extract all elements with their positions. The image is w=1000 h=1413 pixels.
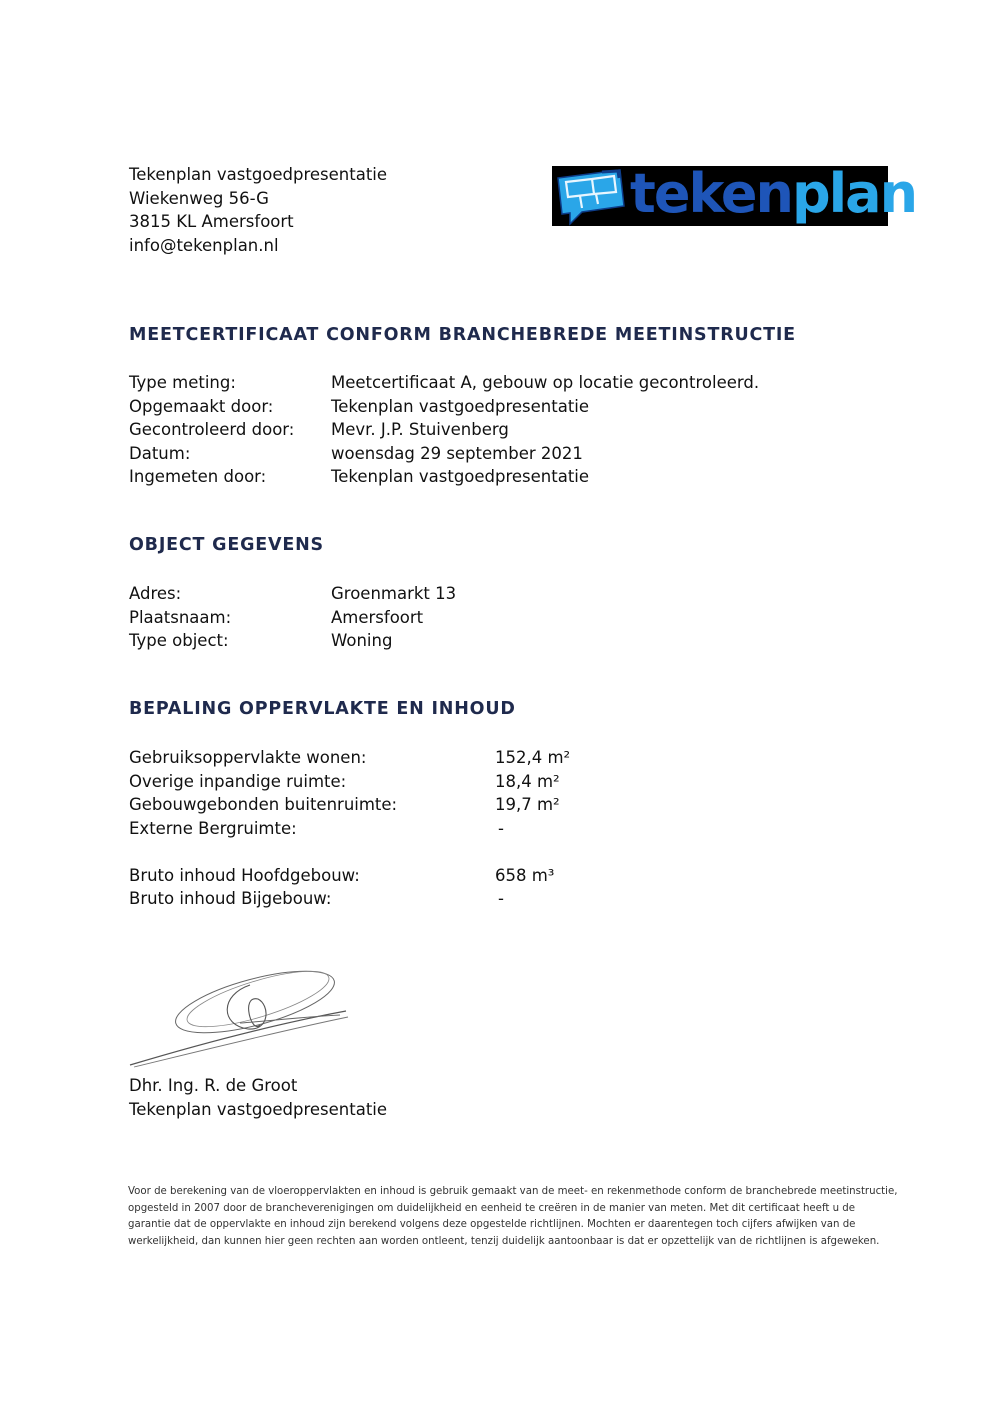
signer-name: Dhr. Ing. R. de Groot [129, 1076, 298, 1095]
meta-row: Ingemeten door: Tekenplan vastgoedpresentatie [129, 467, 590, 486]
volume-row: Bruto inhoud Bijgebouw: - [129, 889, 504, 908]
company-address [129, 163, 387, 257]
disclaimer-text: Voor de berekening van de vloeroppervlakten en inhoud is gebruik gemaakt van de meet- en rekenmethode conform de branchebrede meetinstructie, opgesteld in 2007 door de brancheverenigingen om duidelijkheid en eenheid te creëren in de manier van meten. Met dit certificaat heeft u de garantie dat de oppervlakte en inhoud zijn berekend volgens deze opgestelde richtlijnen. Mochten er daarentegen toch cijfers afwijken van de werkelijkheid, dan kunnen hier geen rechten aan worden ontleent, tenzij duidelijk aantoonbaar is dat er opzettelijk van de richtlijnen is afgeweken. [128, 1186, 898, 1248]
object-row: Plaatsnaam: Amersfoort [129, 607, 424, 627]
area-row: Overige inpandige ruimte: 18,4 m² [129, 771, 560, 791]
meta-row: Datum: woensdag 29 september 2021 [129, 443, 583, 463]
object-heading: OBJECT GEGEVENS [129, 535, 324, 555]
area-heading: BEPALING OPPERVLAKTE EN INHOUD [129, 699, 516, 719]
signer-block [129, 1074, 387, 1121]
company-email: info@tekenplan.nl [129, 235, 279, 255]
company-city: 3815 KL Amersfoort [129, 212, 294, 231]
signer-company: Tekenplan vastgoedpresentatie [129, 1099, 388, 1119]
meta-row: Type meting: Meetcertificaat A, gebouw op locatie gecontroleerd. [129, 373, 760, 392]
object-row: Type object: Woning [129, 631, 393, 650]
volume-row: Bruto inhoud Hoofdgebouw: 658 m³ [129, 865, 555, 885]
tekenplan-logo [552, 162, 917, 226]
meta-row: Gecontroleerd door: Mevr. J.P. Stuivenberg [129, 420, 509, 439]
object-row: Adres: Groenmarkt 13 [129, 584, 457, 603]
meta-list [129, 371, 759, 489]
area-row: Gebouwgebonden buitenruimte: 19,7 m² [129, 795, 560, 814]
logo-wordmark: tekenplan [630, 162, 917, 225]
floorplan-bubble-icon [552, 166, 632, 226]
certificate-title: MEETCERTIFICAAT CONFORM BRANCHEBREDE MEETINSTRUCTIE [129, 325, 796, 345]
meta-row: Opgemaakt door: Tekenplan vastgoedpresentatie [129, 396, 590, 416]
signature [120, 965, 360, 1075]
company-street: Wiekenweg 56-G [129, 188, 269, 208]
area-list [129, 746, 570, 911]
area-row: Externe Bergruimte: - [129, 818, 504, 838]
area-row: Gebruiksoppervlakte wonen: 152,4 m² [129, 748, 571, 767]
object-list [129, 582, 456, 653]
company-name: Tekenplan vastgoedpresentatie [129, 165, 388, 184]
